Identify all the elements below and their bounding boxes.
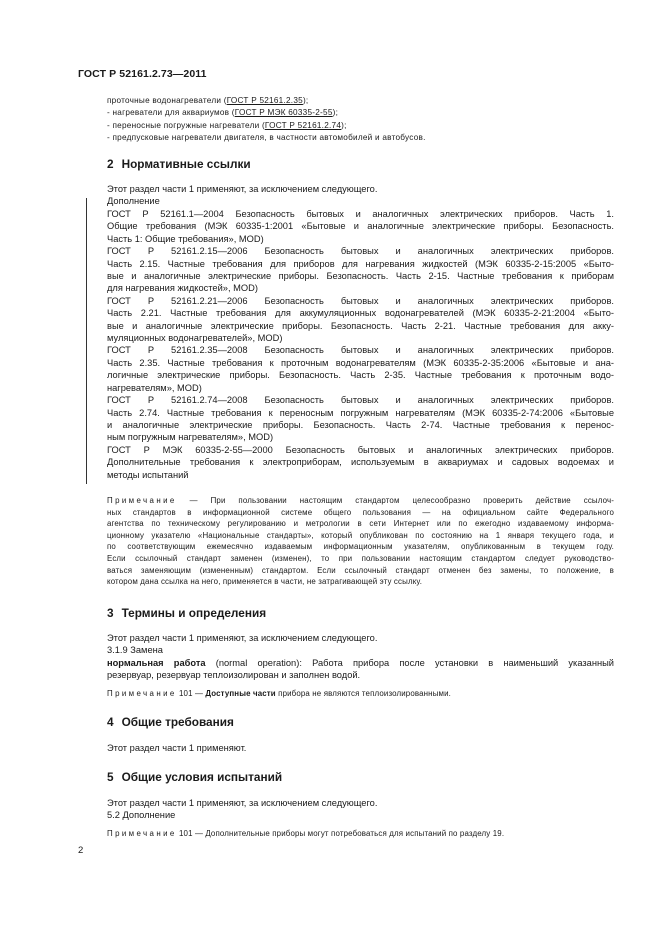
change-bar [86,198,87,484]
standard-link[interactable]: ГОСТ Р МЭК 60335-2-55 [234,108,333,118]
reference-item: ГОСТ Р МЭК 60335-2-55—2000 Безопасность бытовых и аналогичных электрических приборов. Дополнительные требования к электроприборам, используемым в аквариумах и садовых водоемах и методы испытаний [107,444,614,480]
page-number: 2 [78,845,84,856]
section-heading-4: 4 Общие требования [107,715,234,729]
reference-item: ГОСТ Р 52161.1—2004 Безопасность бытовых и аналогичных электрических приборов. Часть 1. Общие требования (МЭК 60335-1:2001 «Бытовые и аналогичные электрические приборы. Безопасность. Часть 1: Общие требования», MOD) [107,209,614,244]
reference-list [107,208,614,481]
list-item: проточные водонагреватели (ГОСТ Р 52161.2.35); [107,96,309,105]
reference-item: ГОСТ Р 52161.2.74—2008 Безопасность бытовых и аналогичных электрических приборов. Часть 2.74. Частные требования к переносным погружным нагревателям (МЭК 60335-2-74:2006 «Бытовые и аналогичные электрические приборы. Безопасность. Часть 2-74. Частные требования к перенос- ным погружным нагревателям», MOD) [107,395,614,443]
reference-item: ГОСТ Р 52161.2.21—2006 Безопасность бытовых и аналогичных электрических приборов. Часть 2.21. Частные требования для аккумуляционных водонагревателей (МЭК 60335-2-21:2004 «Быто- вые и аналогичные электрические приборы. Безопасность. Часть 2-21. Частные требования для акку- муляционных водонагревателей», MOD) [107,295,614,344]
reference-item: ГОСТ Р 52161.2.15—2006 Безопасность бытовых и аналогичных электрических приборов. Часть 2.15. Частные требования для приборов для нагревания жидкостей (МЭК 60335-2-15:2005 «Быто- вые и аналогичные электрические приборы. Безопасность. Часть 2-15. Частные требования к приборам для нагревания жидкостей», MOD) [107,246,614,294]
list-item: - переносные погружные нагреватели (ГОСТ Р 52161.2.74); [107,120,347,130]
section-4-body: Этот раздел части 1 применяют. [107,743,247,753]
standard-link[interactable]: ГОСТ Р 52161.2.74 [264,120,342,130]
list-item: - нагреватели для аквариумов (ГОСТ Р МЭК 60335-2-55); [107,108,339,118]
standard-link[interactable]: ГОСТ Р 52161.2.35 [226,96,303,105]
reference-item: ГОСТ Р 52161.2.35—2008 Безопасность бытовых и аналогичных электрических приборов. Часть 2.35. Частные требования к проточным водонагревателям (МЭК 60335-2-35:2006 «Бытовые и ана- логичные электрические приборы. Безопасность. Часть 2-35. Частные требования к проточным водо- нагревателям», MOD) [107,345,614,393]
section-5-note: Примечание 101 — Дополнительные приборы могут потребоваться для испытаний по разделу 19. [107,829,505,838]
section-5-body: Этот раздел части 1 применяют, за исключением следующего. 5.2 Дополнение [107,798,378,821]
list-item: - предпусковые нагреватели двигателя, в частности автомобилей и автобусов. [107,133,426,143]
term: нормальная работа [107,657,206,668]
section-3-note: Примечание 101 — Доступные части прибора не являются теплоизолированными. [107,689,451,698]
section-3-body: Этот раздел части 1 применяют, за исключением следующего. 3.1.9 Замена нормальная работа (normal operation): Работа прибора после установки в наименьший указанный резервуар, резервуар теплоизолирован и заполнен водой. [107,633,614,681]
note-label: Примечание [107,496,177,505]
section-heading-5: 5 Общие условия испытаний [107,770,283,784]
section-2-intro: Этот раздел части 1 применяют, за исключением следующего. Дополнение [107,184,378,207]
section-2-note: Примечание — При пользовании настоящим стандартом целесообразно проверить действие ссылоч- ных стандартов в информационной системе общего пользования — на официальном сайте Федерального агентства по техническому регулированию и метрологии в сети Интернет или по ежегодно издаваемому информа- ционному указателю «Национальные стандарты», который опубликован по состоянию на 1 января текущего года, и по соответствующим ежемесячно издаваемым информационным указателям, опубликованным в текущем году. Если ссылочный стандарт заменен (изменен), то при пользовании настоящим стандартом следует руководство- ваться заменяющим (измененным) стандартом. Если ссылочный стандарт отменен без замены, то положение, в котором дана ссылка на него, применяется в части, не затрагивающей эту ссылку. [107,496,614,587]
document-code: ГОСТ Р 52161.2.73—2011 [78,68,207,80]
heater-list [107,95,597,145]
section-heading-2: 2 Нормативные ссылки [107,157,251,171]
section-heading-3: 3 Термины и определения [107,606,267,620]
